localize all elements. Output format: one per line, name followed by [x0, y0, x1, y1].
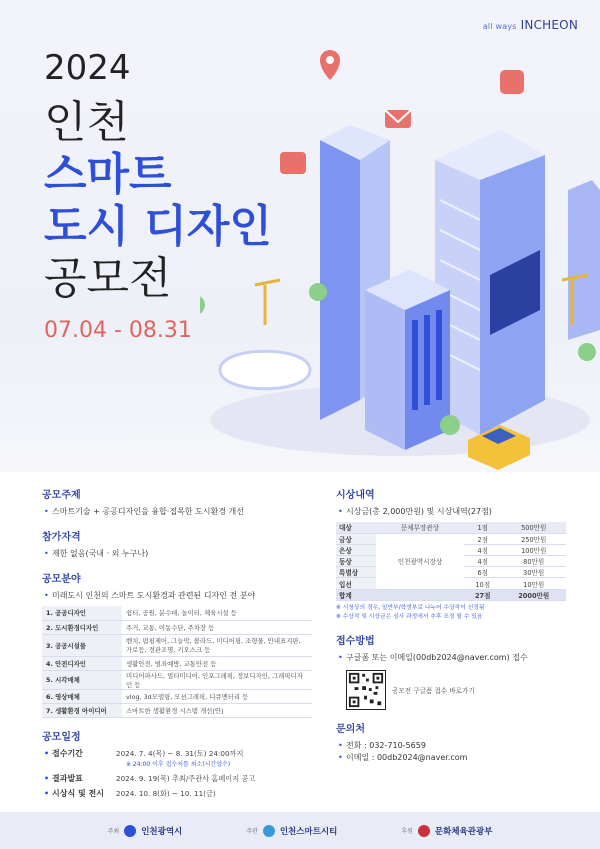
contact-title: 문의처	[336, 723, 365, 735]
awards-note: ※ 시청상의 경우, 일반부/학생부로 나누어 수상작이 선정됨	[336, 604, 485, 611]
qr-code[interactable]	[346, 670, 386, 710]
hero-title-line3: 도시 디자인	[44, 201, 272, 252]
schedule-row: • 시상식 및 전시 2024. 10. 8(화) ~ 10. 11(금)	[42, 788, 322, 800]
table-row: 금상 인천광역시장상 2점 250만원	[336, 533, 566, 544]
theme-section	[42, 486, 322, 518]
table-row: 합계 27점 2000만원	[336, 589, 566, 600]
hero-title-line2: 스마트	[44, 149, 172, 200]
contact-phone: • 전화 : 032-710-5659	[336, 740, 566, 752]
submission-title: 접수방법	[336, 635, 375, 647]
table-row: 7. 생활환경 아이디어 스마트한 생활환경 시스템 개선(안)	[42, 703, 312, 717]
awards-note: ※ 수상작 및 시상금은 심사 과정에서 추후 조정 될 수 있음	[336, 613, 483, 620]
table-row: 5. 시각매체 미디어파사드, 멀티미디어, 인포그래픽, 정보디자인, 그래픽디자인 등	[42, 670, 312, 689]
contact-section	[336, 720, 566, 764]
table-row: 입선 10점 10만원	[336, 578, 566, 589]
awards-table	[336, 522, 566, 601]
awards-section	[336, 486, 566, 622]
awards-summary: • 시상금(총 2,000만원) 및 시상내역(27점)	[336, 506, 566, 518]
table-row: 특별상 6점 30만원	[336, 567, 566, 578]
table-row: 1. 공공디자인 쉼터, 공원, 분수대, 놀이터, 체육시설 등	[42, 606, 312, 620]
schedule-title: 공모일정	[42, 731, 81, 743]
table-row: 6. 영상매체 vlog, 3d모델링, 모션그래픽, 디큐멘터리 등	[42, 689, 312, 703]
eligibility-section	[42, 528, 322, 560]
schedule-row: • 접수기간 2024. 7. 4(목) ~ 8. 31(토) 24:00까지	[42, 748, 322, 760]
qr-block	[346, 670, 566, 710]
table-row: 은상 4점 100만원	[336, 544, 566, 555]
theme-text: • 스마트기술 + 공공디자인을 융합·접목한 도시환경 개선	[42, 506, 322, 518]
organizer-sponsor: 후원 문화체육관광부	[401, 826, 493, 837]
schedule-note: ※ 24:00 이후 접수처를 최소(시간엄수)	[126, 760, 231, 768]
contact-email: • 이메일 : 00db2024@naver.com	[336, 752, 566, 764]
info-left-column	[42, 486, 322, 810]
theme-title: 공모주제	[42, 490, 81, 501]
table-row: 2. 도시환경디자인 주거, 교통, 이동수단, 주차장 등	[42, 620, 312, 634]
ministry-logo-icon	[418, 825, 430, 837]
fields-section	[42, 570, 322, 718]
footer-organizers	[0, 812, 600, 849]
submission-text: • 구글폼 또는 이메일(00db2024@naver.com) 접수	[336, 652, 566, 664]
schedule-row: • 결과발표 2024. 9. 19(목) 추최/주관사 홈페이지 공고	[42, 773, 322, 785]
hero-dates: 07.04 - 08.31	[44, 318, 192, 343]
eligibility-text: • 제한 없음(국내 · 외 누구나)	[42, 548, 322, 560]
brand-logo: all ways INCHEON	[482, 18, 578, 32]
table-row: 대상 문체부장관상 1점 500만원	[336, 522, 566, 533]
organizer-host: 주최 인천광역시	[107, 826, 183, 837]
incheon-city-logo-icon	[124, 825, 136, 837]
submission-section	[336, 632, 566, 710]
fields-title: 공모분야	[42, 574, 81, 585]
hero-title-line4: 공모전	[44, 253, 172, 304]
schedule-section	[42, 728, 322, 800]
info-right-column	[336, 486, 566, 774]
table-row: 4. 안전디자인 생활안전, 범죄예방, 교통안전 등	[42, 656, 312, 670]
qr-caption: 공모전 구글폼 접수 바로가기	[392, 686, 475, 695]
eligibility-title: 참가자격	[42, 532, 81, 543]
awards-title: 시상내역	[336, 490, 375, 501]
fields-intro: • 미래도시 인천의 스마트 도시환경과 관련된 디자인 전 분야	[42, 590, 322, 602]
smart-city-logo-icon	[263, 825, 275, 837]
table-row: 동상 4점 80만원	[336, 556, 566, 567]
info-section	[0, 472, 600, 802]
organizer-manager: 주관 인천스마트시티	[246, 826, 338, 837]
table-row: 3. 공공시설물 벤치, 펌핑제어, 그늘막, 볼라드, 미디어핑, 조형물, 안내표지판, 가로등, 경관조명, 키오스크 등	[42, 634, 312, 656]
fields-table	[42, 606, 312, 718]
smart-city-illustration	[200, 40, 600, 470]
hero-year: 2024	[44, 48, 131, 88]
hero-title-line1: 인천	[44, 97, 130, 148]
